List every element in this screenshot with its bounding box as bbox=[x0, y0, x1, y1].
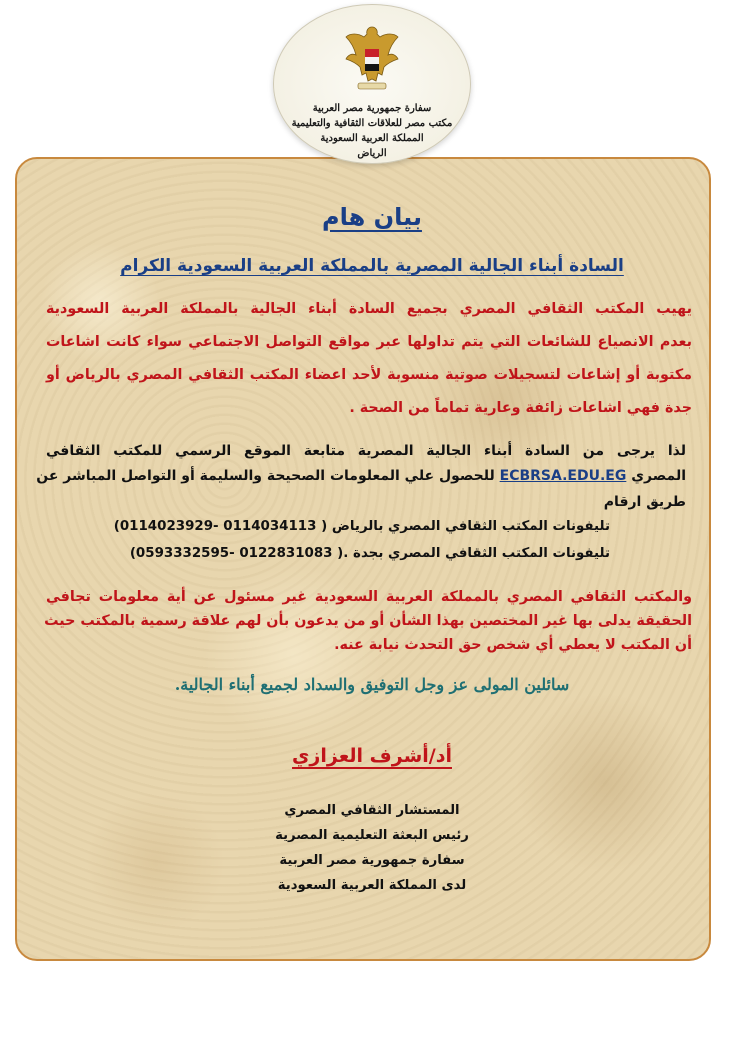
egypt-eagle-emblem-icon bbox=[344, 23, 400, 93]
paragraph2-line: لذا يرجى من السادة أبناء الجالية المصرية متابعة الموقع الرسمي للمكتب الثقافي bbox=[46, 443, 686, 459]
paragraph1-line: بعدم الانصياع للشائعات التي يتم تداولها عبر مواقع التواصل الاجتماعي سواء كانت اشاعات bbox=[46, 334, 692, 350]
paragraph2-line: طريق ارقام bbox=[603, 494, 686, 510]
closing-prayer: سائلين المولى عز وجل التوفيق والسداد لجميع أبناء الجالية. bbox=[174, 675, 570, 694]
phone-label: تليفونات المكتب الثقافي المصري بالرياض bbox=[331, 519, 610, 534]
paragraph2-prefix: المصري bbox=[631, 468, 686, 484]
paragraph1-line: يهيب المكتب الثقافي المصري بجميع السادة أبناء الجالية بالمملكة العربية السعودية bbox=[46, 301, 692, 317]
signatory-title: لدى المملكة العربية السعودية bbox=[277, 878, 467, 893]
seal-line-office: مكتب مصر للعلاقات الثقافية والتعليمية bbox=[291, 118, 453, 129]
paragraph3-line: أن المكتب لا يعطي أي شخص حق التحدث نيابة عنه. bbox=[334, 637, 692, 653]
notice-subheading: السادة أبناء الجالية المصرية بالمملكة العربية السعودية الكرام bbox=[120, 256, 624, 276]
paragraph1-line: جدة فهي اشاعات زائفة وعارية تماماً من الصحة . bbox=[349, 400, 692, 416]
paragraph2-line-with-link bbox=[36, 468, 686, 484]
signatory-title: سفارة جمهورية مصر العربية bbox=[279, 853, 465, 868]
paragraph1-line: مكتوبة أو إشاعات لتسجيلات صوتية منسوبة لأحد اعضاء المكتب الثقافي المصري بالرياض أو bbox=[46, 367, 692, 383]
phone-line-jeddah bbox=[129, 546, 610, 561]
phone-label: تليفونات المكتب الثقافي المصري بجدة bbox=[353, 546, 610, 561]
notice-heading: بيان هام bbox=[322, 203, 422, 231]
signatory-title: رئيس البعثة التعليمية المصرية bbox=[275, 828, 469, 843]
seal-line-city: الرياض bbox=[357, 148, 387, 159]
phone-numbers: (0114023929- 0114034113 ) bbox=[113, 519, 328, 534]
embassy-seal bbox=[273, 4, 471, 164]
phone-numbers: (0593332595- 0122831083 ). bbox=[129, 546, 349, 561]
phone-line-riyadh bbox=[113, 519, 610, 534]
paragraph3-line: الحقيقة يدلى بها غير المختصين بهذا الشأن أو من يدعون بأن لهم علاقة رسمية بالمكتب حيث bbox=[44, 613, 692, 629]
paragraph3-line: والمكتب الثقافي المصري بالمملكة العربية السعودية غير مسئول عن أية معلومات تجافي bbox=[46, 589, 692, 605]
paragraph2-suffix: للحصول علي المعلومات الصحيحة والسليمة أو التواصل المباشر عن bbox=[36, 468, 495, 484]
website-link[interactable]: ECBRSA.EDU.EG bbox=[499, 468, 627, 484]
signatory-title: المستشار الثقافي المصري bbox=[284, 803, 460, 818]
signatory-name: أد/أشرف العزازي bbox=[292, 745, 452, 767]
seal-line-country: المملكة العربية السعودية bbox=[320, 133, 424, 144]
seal-line-embassy: سفارة جمهورية مصر العربية bbox=[312, 103, 432, 114]
